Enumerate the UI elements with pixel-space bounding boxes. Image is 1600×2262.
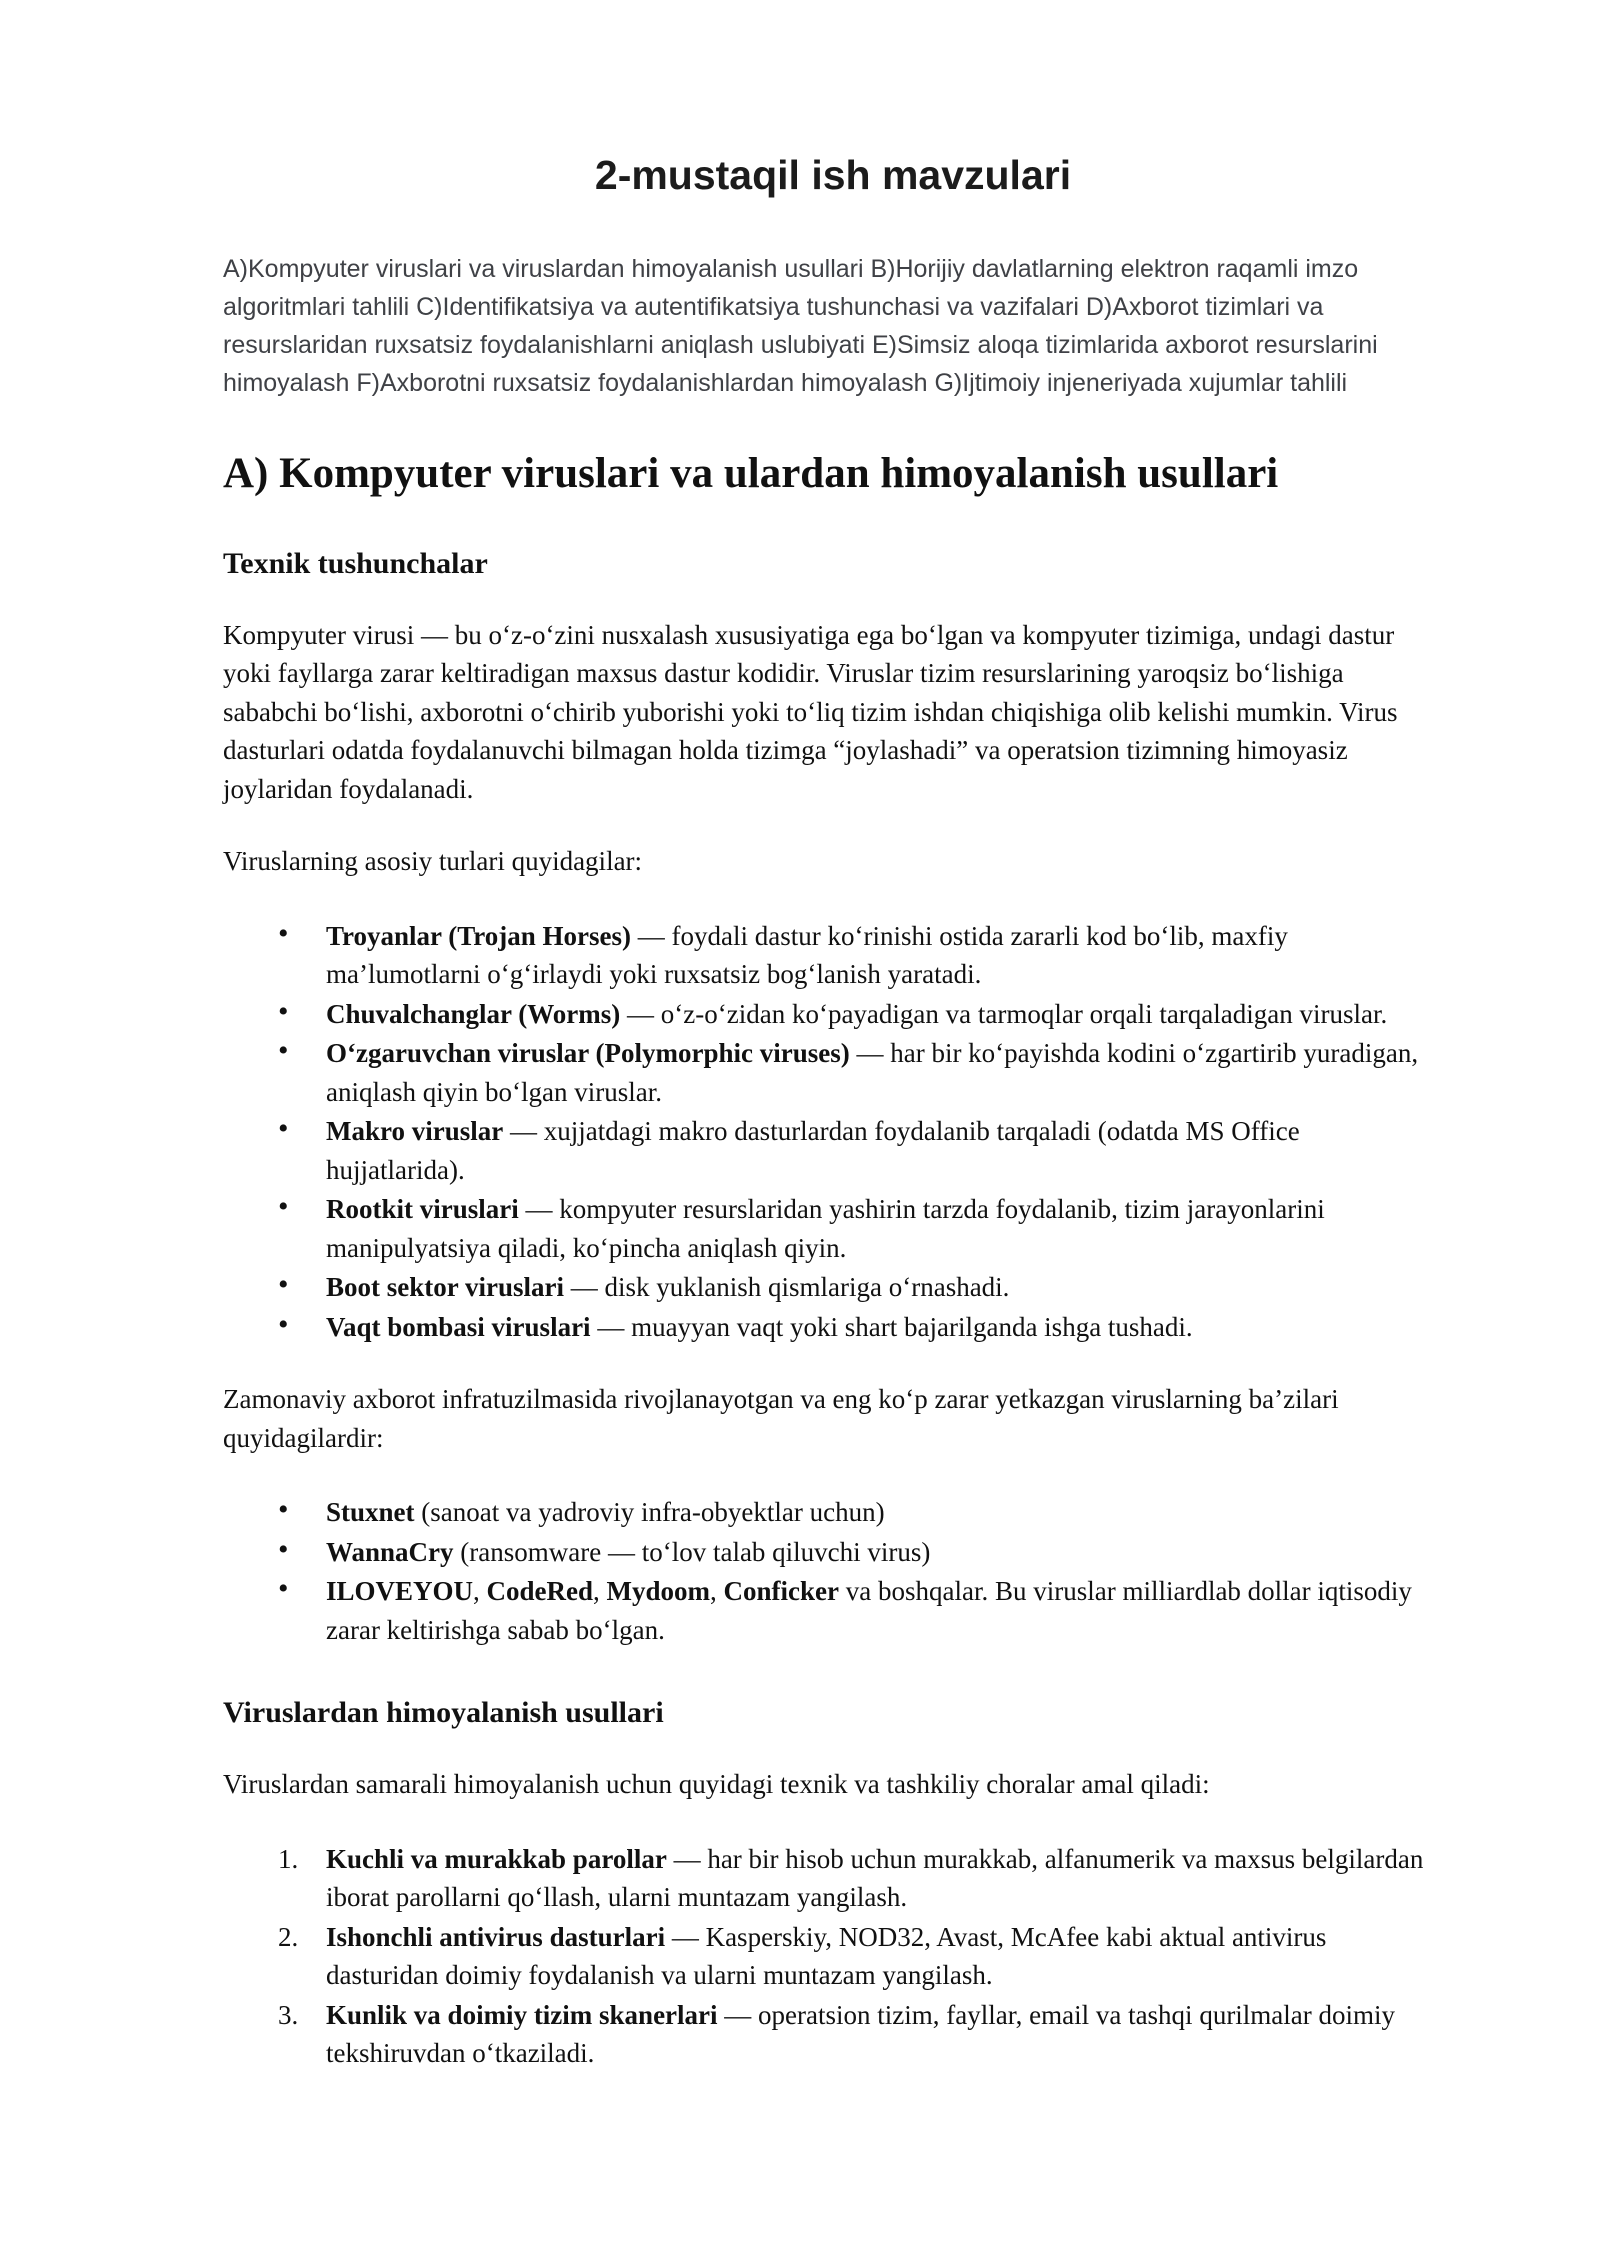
list-item-term: Boot sektor viruslari <box>326 1272 564 1303</box>
list-item <box>326 995 1443 1034</box>
list-item-text: — har bir ko‘payishda kodini o‘zgartirib yuradigan, aniqlash qiyin bo‘lgan viruslar. <box>326 1038 1419 1107</box>
list-item-text: (ransomware — to‘lov talab qiluvchi virus) <box>453 1536 931 1567</box>
list-item-term: ILOVEYOU <box>326 1576 474 1607</box>
list-item-text: , <box>710 1576 724 1607</box>
list-item-term: Troyanlar (Trojan Horses) <box>326 920 631 951</box>
list-item-text: — foydali dastur ko‘rinishi ostida zararli kod bo‘lib, maxfiy ma’lumotlarni o‘g‘irlaydi yoki ruxsatsiz bog‘lanish yaratadi. <box>326 920 1288 990</box>
list-item <box>326 1533 1443 1572</box>
list-item-term: Stuxnet <box>326 1497 415 1528</box>
virus-types-list <box>223 917 1443 1347</box>
list-item <box>326 1493 1443 1532</box>
list-item-term: Mydoom <box>606 1576 711 1607</box>
intro-topics-paragraph: A)Kompyuter viruslari va viruslardan himoyalanish usullari B)Horijiy davlatlarning elektron raqamli imzo algoritmlari tahlili C)Identifikatsiya va autentifikatsiya tushunchasi va vazifalari D)Axborot tizimlari va resurslaridan ruxsatsiz foydalanishlarni aniqlash uslubiyati E)Simsiz aloqa tizimlarida axborot resurslarini himoyalash F)Axborotni ruxsatsiz foydalanishlardan himoyalash G)Ijtimoiy injeneriyada xujumlar tahlili <box>223 255 1378 398</box>
list-item-term: WannaCry <box>326 1536 454 1567</box>
list-item-term: CodeRed <box>486 1576 594 1607</box>
list-item-text: — operatsion tizim, fayllar, email va tashqi qurilmalar doimiy tekshiruvdan o‘tkaziladi. <box>326 1999 1396 2069</box>
list-item-term: Makro viruslar <box>326 1116 504 1147</box>
list-item-term: Ishonchli antivirus dasturlari <box>326 1921 666 1952</box>
list-item-term: Chuvalchanglar (Worms) <box>326 998 621 1029</box>
list-item <box>326 917 1443 994</box>
list-item <box>326 1918 1443 1995</box>
list-item <box>326 1034 1443 1111</box>
list-item-text: — kompyuter resurslaridan yashirin tarzda foydalanib, tizim jarayonlarini manipulyatsiya qiladi, ko‘pincha aniqlash qiyin. <box>326 1194 1325 1263</box>
paragraph-famous-viruses-lead: Zamonaviy axborot infratuzilmasida rivojlanayotgan va eng ko‘p zarar yetkazgan viruslarning ba’zilari quyidagilardir: <box>223 1384 1339 1453</box>
list-item <box>326 1268 1443 1307</box>
list-item <box>326 1572 1443 1649</box>
list-item <box>326 1308 1443 1347</box>
list-item-text: , <box>473 1576 487 1607</box>
list-item-term: Rootkit viruslari <box>326 1194 519 1225</box>
list-item <box>326 1112 1443 1189</box>
famous-viruses-list <box>223 1493 1443 1649</box>
subheading-protection-methods: Viruslardan himoyalanish usullari <box>223 1696 664 1730</box>
list-item-text: — muayyan vaqt yoki shart bajarilganda ishga tushadi. <box>590 1311 1193 1342</box>
list-item-text: — disk yuklanish qismlariga o‘rnashadi. <box>564 1272 1010 1303</box>
list-item-text: — Kasperskiy, NOD32, Avast, McAfee kabi aktual antivirus dasturidan doimiy foydalanish va ularni muntazam yangilash. <box>326 1921 1327 1991</box>
list-item-text: — xujjatdagi makro dasturlardan foydalanib tarqaladi (odatda MS Office hujjatlarida). <box>326 1116 1300 1185</box>
list-item <box>326 1840 1443 1917</box>
list-item-text: (sanoat va yadroviy infra-obyektlar uchun) <box>414 1497 885 1528</box>
list-item <box>326 1190 1443 1267</box>
protection-steps-list <box>223 1840 1443 2073</box>
list-item-term: Kuchli va murakkab parollar <box>326 1843 667 1874</box>
subheading-technical-concepts: Texnik tushunchalar <box>223 546 488 580</box>
list-item-term: Vaqt bombasi viruslari <box>326 1311 591 1342</box>
document-title: 2-mustaqil ish mavzulari <box>594 152 1072 198</box>
list-item-text: — o‘z-o‘zidan ko‘payadigan va tarmoqlar orqali tarqaladigan viruslar. <box>620 998 1388 1029</box>
section-a-heading: A) Kompyuter viruslari va ulardan himoyalanish usullari <box>223 450 1279 498</box>
list-item-term: Kunlik va doimiy tizim skanerlari <box>326 1999 718 2030</box>
list-item-term: O‘zgaruvchan viruslar (Polymorphic viruses) <box>326 1038 850 1069</box>
list-item <box>326 1996 1443 2073</box>
paragraph-virus-types-lead: Viruslarning asosiy turlari quyidagilar: <box>223 846 643 877</box>
list-item-text: , <box>593 1576 607 1607</box>
paragraph-virus-definition: Kompyuter virusi — bu o‘z-o‘zini nusxalash xususiyatiga ega bo‘lgan va kompyuter tizimiga, undagi dastur yoki fayllarga zarar keltiradigan maxsus dastur kodidir. Viruslar tizim resurslarining yaroqsiz bo‘lishiga sababchi bo‘lishi, axborotni o‘chirib yuborishi yoki to‘liq tizim ishdan chiqishiga olib kelishi mumkin. Virus dasturlari odatda foydalanuvchi bilmagan holda tizimga “joylashadi” va operatsion tizimning himoyasiz joylaridan foydalanadi. <box>223 619 1398 804</box>
list-item-term: Conficker <box>723 1576 840 1607</box>
paragraph-protection-lead: Viruslardan samarali himoyalanish uchun quyidagi texnik va tashkiliy choralar amal qiladi: <box>223 1769 1210 1800</box>
list-item-text: — har bir hisob uchun murakkab, alfanumerik va maxsus belgilardan iborat parollarni qo‘llash, ularni muntazam yangilash. <box>326 1843 1424 1913</box>
list-item-text: va boshqalar. Bu viruslar milliardlab dollar iqtisodiy zarar keltirishga sabab bo‘lgan. <box>326 1576 1412 1645</box>
